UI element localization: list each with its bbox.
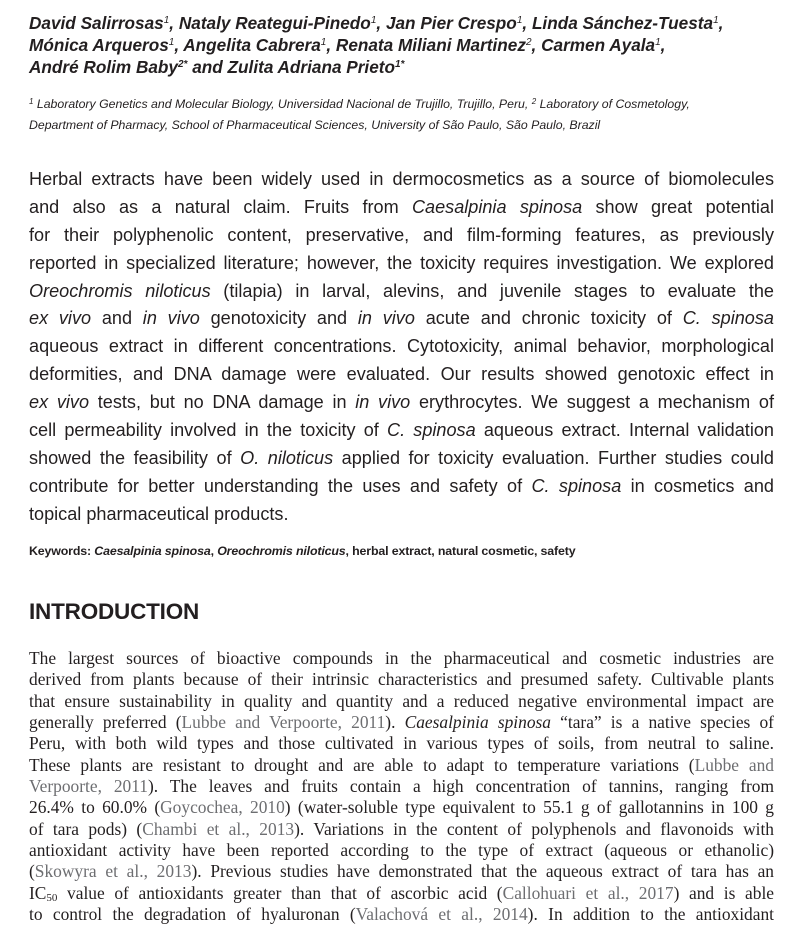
text-segment: aqueous extract in different concentrations. Cytotoxicity, animal behavior, morphological [29,336,774,357]
text-segment: ). Variations in the content of polyphenols and flavonoids with [294,818,775,839]
abstract-line [29,222,774,250]
introduction-line [29,904,774,925]
author-separator: and [187,57,228,77]
author-name[interactable]: Mónica Arqueros [29,35,169,55]
keyword-term: Oreochromis niloticus [217,544,346,558]
introduction-body [29,648,774,925]
text-segment: erythrocytes. We suggest a mechanism of [410,392,774,413]
text-segment: ) (water-soluble type equivalent to 55.1 g of gallotannins in 100 g [284,797,775,818]
italic-text: C. spinosa [531,475,622,496]
text-segment: topical pharmaceutical products. [29,503,289,524]
author-separator: , [522,13,532,33]
text-segment: ). Previous studies have demonstrated that the aqueous extract of tara has an [191,861,775,882]
abstract-line [29,194,774,222]
text-segment: antioxidant activity have been reported according to the type of extract (aqueous or ethanolic) [29,840,774,861]
abstract-line [29,445,774,473]
text-segment: ) and is able [673,882,774,903]
author-affiliation-mark: 1 [163,15,170,26]
author-affiliation-mark: 1 [516,15,523,26]
affiliations [29,94,789,136]
citation-link[interactable]: Callohuari et al., 2017 [502,882,674,903]
text-segment: aqueous extract. Internal validation [475,420,774,441]
text-segment: genotoxicity and [199,308,358,329]
author-affiliation-mark: 1 [655,37,661,48]
italic-text: C. spinosa [682,308,774,329]
author-affiliation-mark: 2 [525,37,532,48]
text-segment: tests, but no DNA damage in [89,392,356,413]
text-segment: derived from plants because of their intrinsic characteristics and presumed safety. Cultivable plants [29,669,774,690]
text-segment: ). [385,712,405,733]
text-segment: Herbal extracts have been widely used in dermocosmetics as a source of biomolecules [29,169,774,189]
author-list [29,12,789,78]
affiliation-text: Laboratory of Cosmetology, [536,97,690,111]
text-segment: cell permeability involved in the toxicity of [29,420,388,441]
citation-link[interactable]: Valachová et al., 2014 [355,904,528,925]
author-name[interactable]: Renata Miliani Martinez [335,35,526,55]
text-segment: ( [29,861,35,882]
text-segment: in cosmetics and [621,475,774,496]
text-segment: (tilapia) in larval, alevins, and juvenile stages to evaluate the [210,280,774,301]
italic-text: Caesalpinia spinosa [411,196,583,217]
text-segment: These plants are resistant to drought and are able to adapt to temperature variations ( [29,754,695,775]
introduction-line [29,776,774,797]
abstract-line [29,473,774,501]
author-name[interactable]: Linda Sánchez-Tuesta [531,13,714,33]
author-separator: , [169,13,179,33]
introduction-line [29,712,774,733]
keywords [29,543,789,559]
italic-text: ex vivo [29,392,90,413]
author-separator: , [660,35,666,55]
abstract-line [29,333,774,361]
abstract-line [29,278,774,306]
keyword-term: Caesalpinia spinosa [94,544,211,558]
text-segment: The largest sources of bioactive compounds in the pharmaceutical and cosmetic industries are [29,648,774,668]
text-segment: acute and chronic toxicity of [414,308,683,329]
author-separator: , [531,35,542,55]
italic-text: Oreochromis niloticus [29,280,211,301]
introduction-line [29,797,774,818]
text-segment: reported in specialized literature; however, the toxicity requires investigation. We explored [29,252,774,273]
author-name[interactable]: Carmen Ayala [541,35,656,55]
text-segment: that ensure sustainability in quality and quantity and a reduced negative environmental impact are [29,690,774,711]
introduction-line [29,861,774,882]
text-segment: Peru, with both wild types and those cultivated in various types of soils, from neutral to saline. [29,733,774,754]
citation-link[interactable]: Goycochea, 2010 [160,797,285,818]
text-segment: deformities, and DNA damage were evaluated. Our results showed genotoxic effect in [29,364,774,385]
introduction-line [29,648,774,669]
affiliation-number: 2 [531,97,537,106]
text-segment: applied for toxicity evaluation. Further studies could [333,447,774,468]
introduction-line [29,733,774,754]
keywords-items [94,544,575,558]
text-segment: value of antioxidants greater than that of ascorbic acid ( [57,882,503,903]
affiliation-number: 1 [29,97,34,106]
text-segment: and [91,308,143,329]
text-segment: of tara pods) ( [29,818,143,839]
text-segment: generally preferred ( [29,712,182,733]
text-segment: ). The leaves and fruits contain a high concentration of tannins, ranging from [148,776,775,797]
text-segment: to control the degradation of hyaluronan ( [29,904,356,925]
abstract-line [29,501,774,529]
abstract-line [29,361,774,389]
italic-text: in vivo [355,392,411,413]
author-line [29,56,789,78]
author-affiliation-mark: 1 [370,15,377,26]
citation-link[interactable]: Skowyra et al., 2013 [34,861,192,882]
affiliation-line [29,94,789,115]
author-line [29,34,789,56]
text-segment: for their polyphenolic content, preservative, and film-forming features, as previously [29,224,774,245]
affiliation-text: Laboratory Genetics and Molecular Biology, Universidad Nacional de Trujillo, Trujillo, Peru, [33,97,532,111]
author-name[interactable]: Jan Pier Crespo [385,13,517,33]
introduction-line [29,755,774,776]
section-title-introduction: INTRODUCTION [29,599,200,624]
author-affiliation-mark: 1 [713,15,719,26]
text-segment: “tara” is a native species of [550,712,774,733]
affiliation-line [29,115,789,136]
citation-link[interactable]: Chambi et al., 2013 [142,818,295,839]
author-separator: , [718,13,724,33]
subscript: 50 [46,891,58,904]
citation-link[interactable]: Lubbe and [694,754,774,775]
text-segment: showed the feasibility of [29,447,241,468]
text-segment: 26.4% to 60.0% ( [29,797,161,818]
citation-link[interactable]: Verpoorte, 2011 [29,776,149,797]
italic-text: Caesalpinia spinosa [404,712,551,733]
introduction-line [29,691,774,712]
author-separator: , [174,35,184,55]
introduction-line [29,669,774,690]
text-segment: and also as a natural claim. Fruits from [29,196,412,217]
text-segment: IC [29,882,47,903]
author-name[interactable]: Zulita Adriana Prieto [227,57,395,77]
text-segment: show great potential [582,196,774,217]
introduction-line [29,840,774,861]
author-name[interactable]: Angelita Cabrera [183,35,321,55]
author-affiliation-mark: 1* [395,59,405,70]
italic-text: ex vivo [29,308,92,329]
text-segment: ). In addition to the antioxidant [527,904,774,925]
citation-link[interactable]: Lubbe and Verpoorte, 2011 [181,712,386,733]
abstract-line [29,389,774,417]
introduction-line [29,883,774,904]
italic-text: O. niloticus [240,447,334,468]
keywords-label: Keywords: [29,544,95,558]
author-line [29,12,789,34]
italic-text: in vivo [142,308,200,329]
author-name[interactable]: David Salirrosas [29,13,164,33]
author-affiliation-mark: 2* [177,59,188,70]
abstract-line [29,250,774,278]
text-segment: contribute for better understanding the uses and safety of [29,475,532,496]
author-separator: , [376,13,386,33]
italic-text: C. spinosa [387,420,476,441]
abstract-line [29,417,774,445]
author-affiliation-mark: 1 [168,37,175,48]
abstract-line [29,305,774,333]
author-name[interactable]: André Rolim Baby [29,57,178,77]
introduction-line [29,819,774,840]
abstract [29,166,774,529]
keyword-text: , herbal extract, natural cosmetic, safety [345,544,576,558]
italic-text: in vivo [357,308,415,329]
abstract-line [29,166,774,194]
keyword-text: , [210,544,218,558]
affiliation-text: Department of Pharmacy, School of Pharmaceutical Sciences, University of São Paulo, São Paulo, Brazil [29,118,601,132]
author-affiliation-mark: 1 [320,37,327,48]
author-separator: , [326,35,336,55]
author-name[interactable]: Nataly Reategui-Pinedo [178,13,371,33]
